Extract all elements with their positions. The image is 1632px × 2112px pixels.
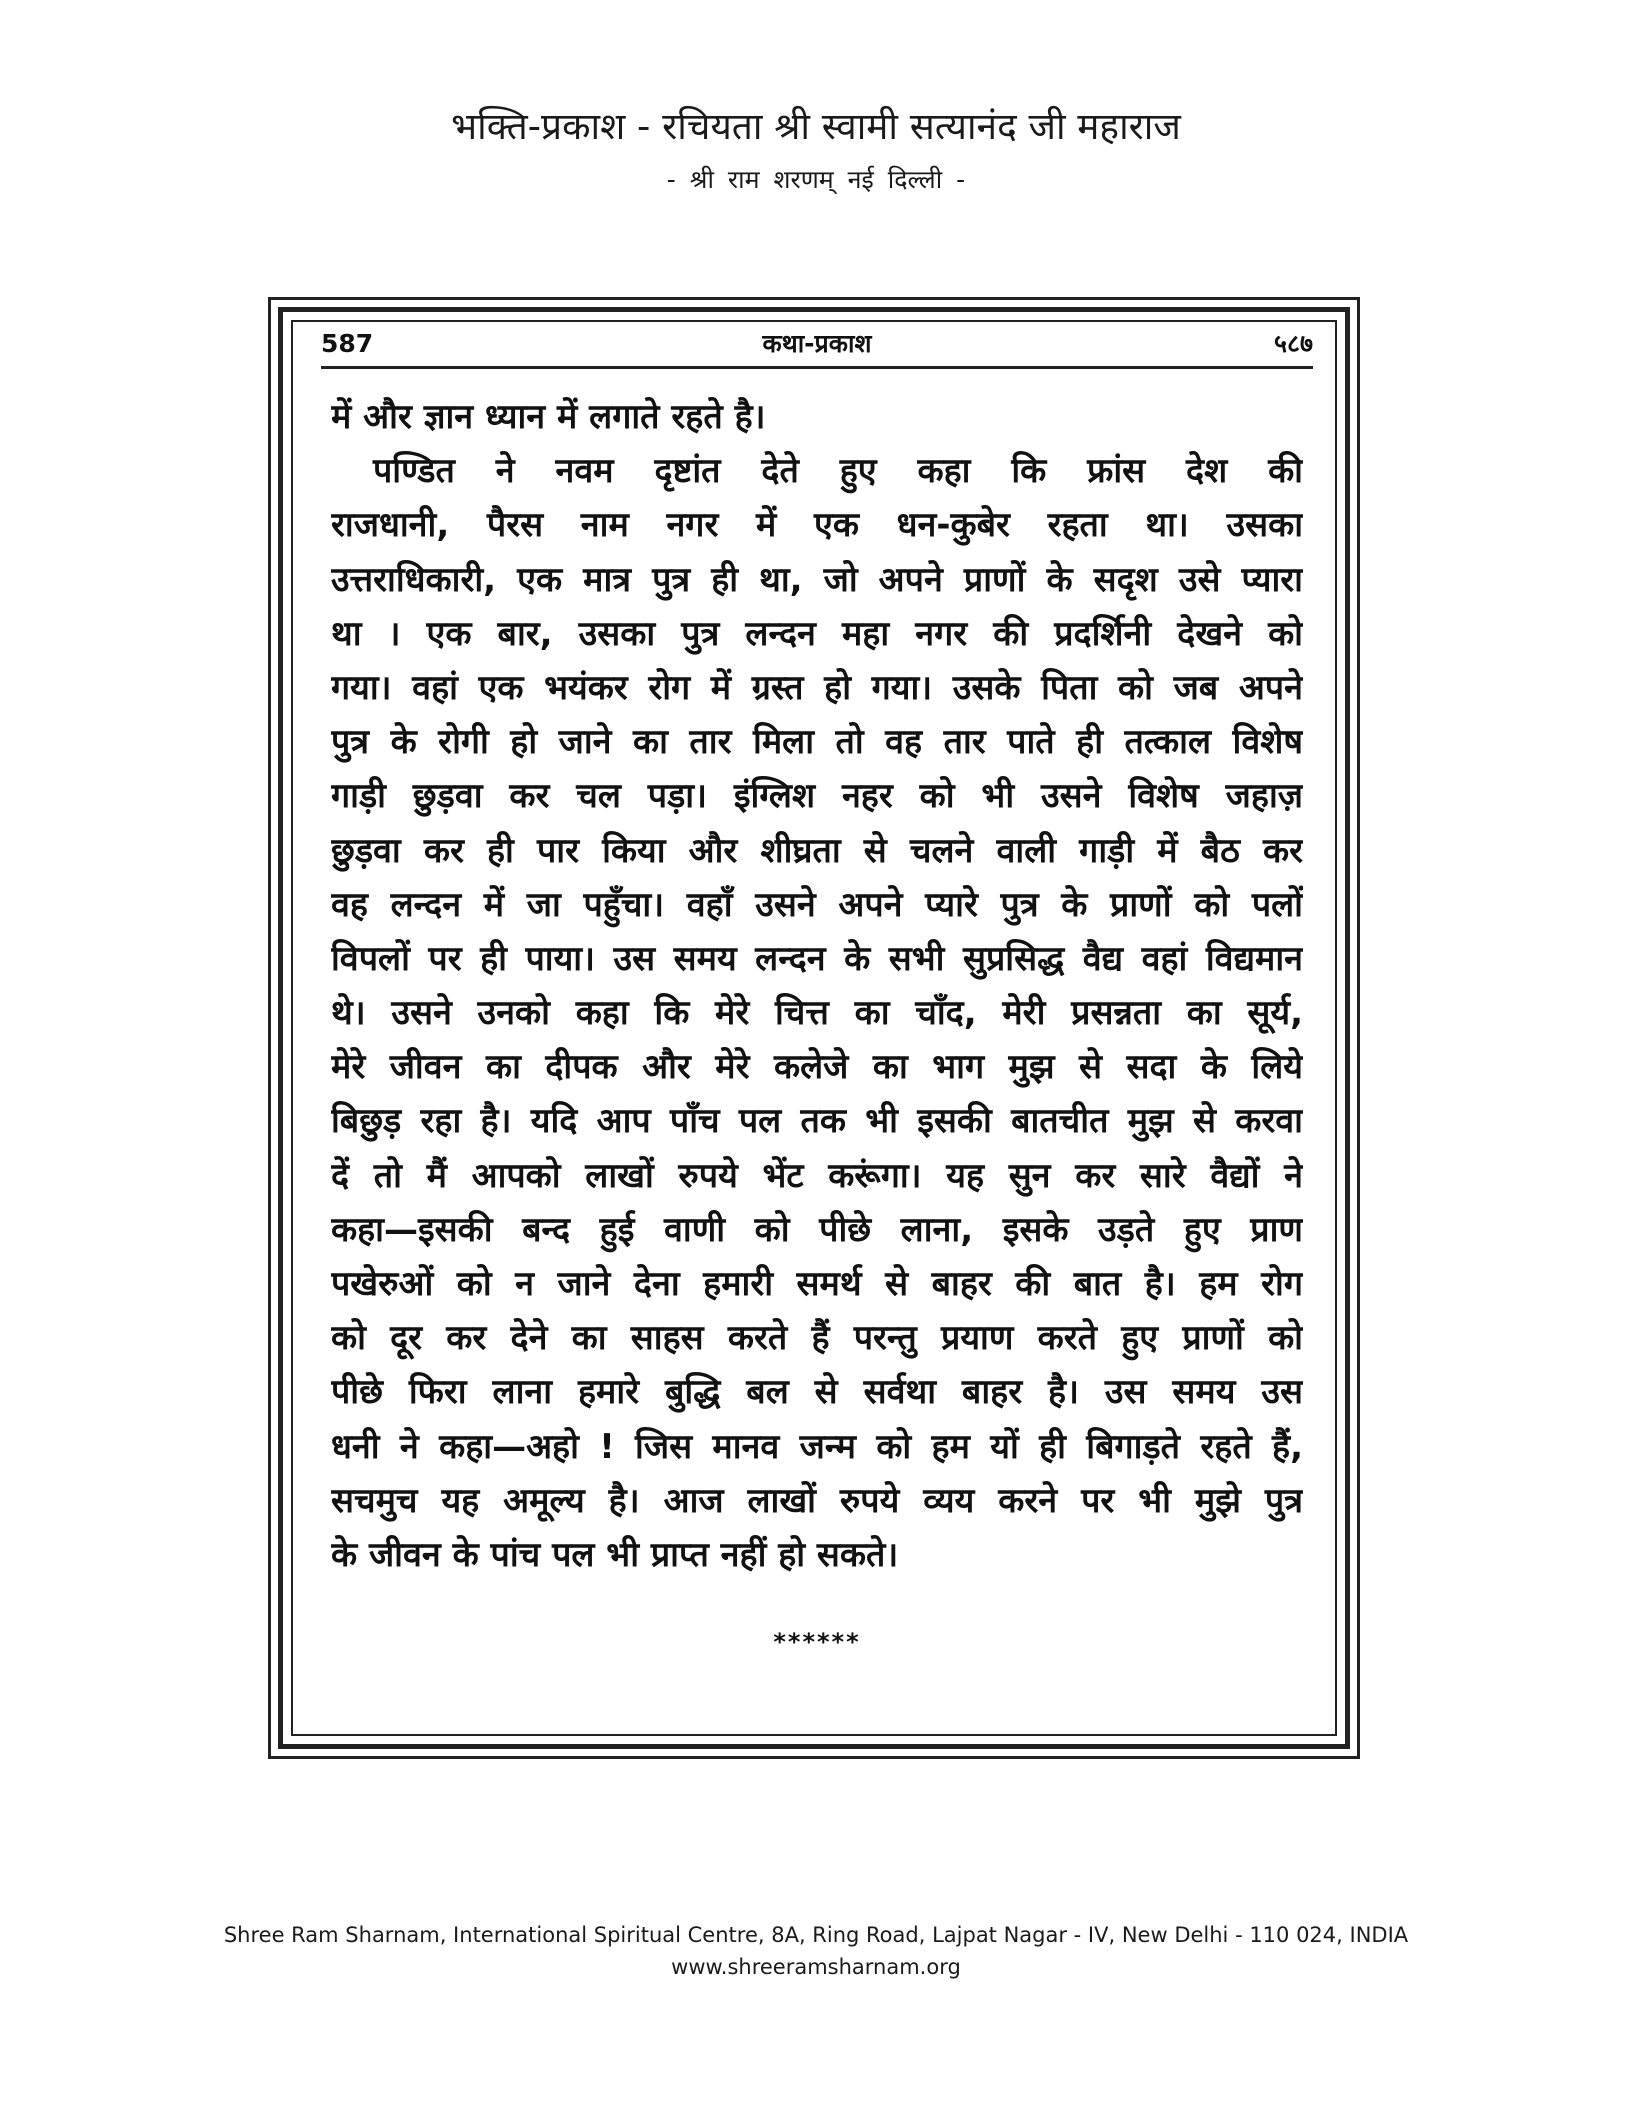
chapter-title: कथा-प्रकाश	[762, 329, 872, 358]
page-header	[321, 322, 1313, 369]
text-line: विपलों पर ही पाया। उस समय लन्दन के सभी सुप्रसिद्ध वैद्य वहां विद्यमान	[331, 938, 1303, 979]
text-line: सचमुच यह अमूल्य है। आज लाखों रुपये व्यय करने पर भी मुझे पुत्र	[331, 1480, 1303, 1521]
document-subtitle: - श्री राम शरणम् नई दिल्ली -	[666, 165, 966, 194]
page-number-arabic: 587	[321, 329, 374, 358]
text-line: वह लन्दन में जा पहुँचा। वहाँ उसने अपने प्यारे पुत्र के प्राणों को पलों	[331, 884, 1303, 925]
text-line: था । एक बार, उसका पुत्र लन्दन महा नगर की प्रदर्शिनी देखने को	[331, 613, 1303, 654]
text-line: गया। वहां एक भयंकर रोग में ग्रस्त हो गया। उसके पिता को जब अपने	[331, 667, 1303, 708]
text-line: के जीवन के पांच पल भी प्राप्त नहीं हो सकते।	[331, 1534, 899, 1575]
text-line: धनी ने कहा—अहो ! जिस मानव जन्म को हम यों ही बिगाड़ते रहते हैं,	[331, 1426, 1303, 1467]
text-line: बिछुड़ रहा है। यदि आप पाँच पल तक भी इसकी बातचीत मुझ से करवा	[331, 1101, 1303, 1142]
text-line: थे। उसने उनको कहा कि मेरे चित्त का चाँद, मेरी प्रसन्नता का सूर्य,	[331, 993, 1303, 1034]
text-line: उत्तराधिकारी, एक मात्र पुत्र ही था, जो अपने प्राणों के सदृश उसे प्यारा	[331, 559, 1303, 600]
text-line: पखेरुओं को न जाने देना हमारी समर्थ से बाहर की बात है। हम रोग	[331, 1264, 1303, 1304]
footer-address: Shree Ram Sharnam, International Spiritual Centre, 8A, Ring Road, Lajpat Nagar - IV, New Delhi - 110 024, INDIA	[223, 1923, 1409, 1947]
text-line: पण्डित ने नवम दृष्टांत देते हुए कहा कि फ्रांस देश की	[373, 451, 1303, 492]
text-line: को दूर कर देने का साहस करते हैं परन्तु प्रयाण करते हुए प्राणों को	[331, 1318, 1303, 1359]
text-line: पुत्र के रोगी हो जाने का तार मिला तो वह तार पाते ही तत्काल विशेष	[331, 722, 1303, 763]
text-line: पीछे फिरा लाना हमारे बुद्धि बल से सर्वथा बाहर है। उस समय उस	[331, 1372, 1303, 1413]
page-frame	[268, 297, 1360, 1759]
body-text	[331, 390, 1303, 1582]
footer-website-link[interactable]: www.shreeramsharnam.org	[671, 1955, 961, 1979]
text-line: राजधानी, पैरस नाम नगर में एक धन-कुबेर रहता था। उसका	[331, 505, 1303, 546]
text-line: में और ज्ञान ध्यान में लगाते रहते है।	[331, 397, 766, 437]
page-number-devanagari: ५८७	[1273, 329, 1313, 358]
text-line: कहा—इसकी बन्द हुई वाणी को पीछे लाना, इसके उड़ते हुए प्राण	[331, 1209, 1303, 1250]
text-line: छुड़वा कर ही पार किया और शीघ्रता से चलने वाली गाड़ी में बैठ कर	[331, 830, 1303, 871]
text-line: मेरे जीवन का दीपक और मेरे कलेजे का भाग मुझ से सदा के लिये	[331, 1047, 1303, 1088]
document-title: भक्ति-प्रकाश - रचियता श्री स्वामी सत्यानंद जी महाराज	[451, 105, 1181, 148]
section-separator: ******	[773, 1628, 861, 1656]
text-line: दें तो मैं आपको लाखों रुपये भेंट करूंगा। यह सुन कर सारे वैद्यों ने	[331, 1155, 1303, 1196]
text-line: गाड़ी छुड़वा कर चल पड़ा। इंग्लिश नहर को भी उसने विशेष जहाज़	[331, 776, 1303, 817]
